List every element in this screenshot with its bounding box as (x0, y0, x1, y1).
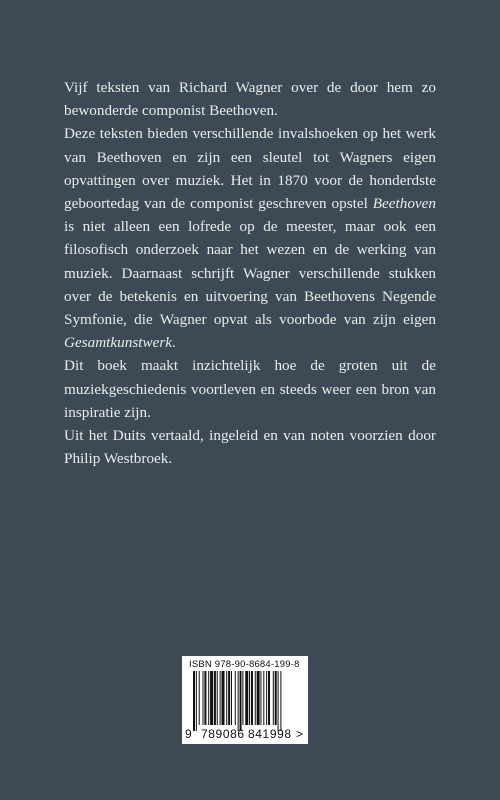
barcode-bar (204, 671, 206, 725)
barcode-bars (189, 671, 301, 731)
title-beethoven: Beethoven (372, 195, 436, 213)
blurb-description (64, 122, 436, 354)
barcode-bar (242, 671, 243, 725)
barcode-bar (203, 671, 204, 725)
barcode-bar (263, 671, 264, 725)
blurb-description-part-3: . (171, 334, 176, 352)
barcode-bar (220, 671, 221, 725)
barcode-bar (196, 671, 197, 731)
term-gesamtkunstwerk: Gesamtkunstwerk (64, 334, 172, 352)
ean-digits (182, 727, 308, 741)
barcode-bar (235, 671, 236, 725)
translator-credit: Uit het Duits vertaald, ingeleid en van noten voorzien door Philip Westbroek. (64, 427, 436, 468)
back-cover-blurb (64, 76, 436, 470)
barcode-bar (228, 671, 230, 725)
barcode-bar (214, 671, 216, 725)
ean-marker: > (296, 727, 304, 741)
barcode-bar (257, 671, 260, 725)
blurb-description-part-2: is niet alleen een lofrede op de meester, maar ook een filosofisch onderzoek naar het wezen en de werking van muziek. Daarnaast schrijft Wagner verschillende stukken over de betekenis en uitvoering van Beethovens Negende Symfonie, die Wagner opvat als voorbode van zijn eigen (64, 218, 436, 329)
barcode-bar (226, 671, 227, 725)
barcode-bar (268, 671, 270, 725)
barcode-bar (193, 671, 195, 731)
barcode-bar (275, 671, 277, 725)
blurb-intro: Vijf teksten van Richard Wagner over de door hem zo bewonderde componist Beethoven. (64, 79, 436, 120)
barcode-bar (231, 671, 232, 725)
barcode-bar (260, 671, 261, 725)
ean-first-digit: 9 (185, 727, 192, 741)
isbn-label: ISBN 978-90-8684-199-8 (189, 659, 300, 670)
barcode-bar (238, 671, 239, 731)
isbn-barcode (182, 656, 308, 744)
blurb-conclusion: Dit boek maakt inzichtelijk hoe de groten uit de muziekgeschiedenis voortleven en steeds weer een bron van inspiratie zijn. (64, 357, 436, 421)
barcode-bar (199, 671, 200, 725)
barcode-bar (240, 671, 242, 731)
barcode-bar (278, 671, 279, 731)
barcode-bar (245, 671, 248, 725)
barcode-bar (255, 671, 256, 725)
barcode-bar (251, 671, 253, 725)
ean-right-digits: 841998 (248, 727, 292, 741)
barcode-bar (210, 671, 213, 725)
barcode-bar (217, 671, 218, 725)
barcode-bar (208, 671, 209, 725)
barcode-bar (249, 671, 250, 725)
blurb-description-part-1: Deze teksten bieden verschillende invalshoeken op het werk van Beethoven en zijn een sleutel tot Wagners eigen opvattingen over muziek. Het in 1870 voor de honderdste geboortedag van de componist geschreven opstel (64, 125, 436, 213)
ean-left-digits: 789086 (201, 727, 245, 741)
barcode-bar (273, 671, 274, 725)
barcode-bar (280, 671, 281, 731)
barcode-bar (222, 671, 225, 725)
barcode-bar (266, 671, 267, 725)
